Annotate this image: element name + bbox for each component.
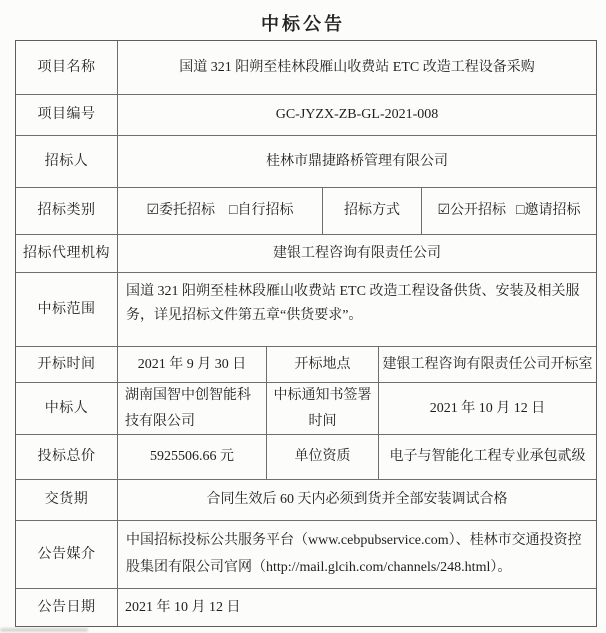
row-label: 公告日期 [37,599,96,615]
checkbox-invited-tender: □邀请招标 [516,203,581,219]
checkbox-open-tender: ☑公开招标 [437,203,507,219]
row-label: 交货期 [44,492,89,508]
row-label: 项目编号 [37,107,96,123]
row-delivery-period [16,479,596,520]
award-notice-sign-label: 中标通知书签署时间 [266,383,378,434]
checkbox-self-tender: □自行招标 [229,203,294,219]
tender-agency-value: 建银工程咨询有限责任公司 [117,235,596,272]
row-label: 公告媒介 [37,546,96,562]
row-announcement-media [16,520,596,588]
checkbox-entrusted-tender: ☑委托招标 [146,203,216,219]
row-tender-category [16,187,596,234]
bid-opening-time-value: 2021 年 9 月 30 日 [117,347,266,382]
bid-opening-place-value: 建银工程咨询有限责任公司开标室 [378,347,596,382]
row-label: 项目名称 [37,59,96,75]
row-tenderer [16,135,596,187]
row-project-name [16,41,596,94]
row-bid-price [16,434,596,479]
row-label: 投标总价 [37,449,96,465]
bid-price-value: 5925506.66 元 [117,435,266,479]
announcement-date-value: 2021 年 10 月 12 日 [117,589,596,626]
tender-method-label: 招标方式 [322,188,421,234]
winner-value: 湖南国智中创智能科技有限公司 [117,383,266,434]
bid-opening-place-label: 开标地点 [266,347,378,382]
delivery-period-value: 合同生效后 60 天内必须到货并全部安装调试合格 [117,480,596,520]
row-label: 招标类别 [37,203,96,219]
row-winner [16,382,596,434]
row-label: 招标人 [44,153,89,169]
unit-qualification-label: 单位资质 [266,435,378,479]
row-label: 中标人 [44,400,89,416]
row-label: 开标时间 [37,356,96,372]
tender-category-options [117,188,322,234]
row-award-scope [16,272,596,346]
unit-qualification-value: 电子与智能化工程专业承包贰级 [378,435,596,479]
tenderer-value: 桂林市鼎捷路桥管理有限公司 [117,136,596,187]
row-bid-opening [16,346,596,382]
row-project-number [16,94,596,135]
project-name-value: 国道 321 阳朔至桂林段雁山收费站 ETC 改造工程设备采购 [117,41,596,94]
award-scope-value: 国道 321 阳朔至桂林段雁山收费站 ETC 改造工程设备供货、安装及相关服务，详见招标文件第五章“供货要求”。 [117,273,596,346]
row-tender-agency [16,234,596,272]
award-notice-sign-value: 2021 年 10 月 12 日 [378,383,596,434]
project-number-value: GC-JYZX-ZB-GL-2021-008 [117,95,596,135]
row-label: 中标范围 [37,301,96,317]
page-title: 中标公告 [261,14,345,34]
bid-announcement-table [15,40,597,627]
row-label: 招标代理机构 [23,245,110,261]
scan-artifact [0,628,88,632]
row-announcement-date [16,588,596,626]
tender-method-options [421,188,596,234]
announcement-media-value: 中国招标投标公共服务平台（www.cebpubservice.com）、桂林市交通投资控股集团有限公司官网（http://mail.glcih.com/channels/248.html）。 [117,521,596,588]
